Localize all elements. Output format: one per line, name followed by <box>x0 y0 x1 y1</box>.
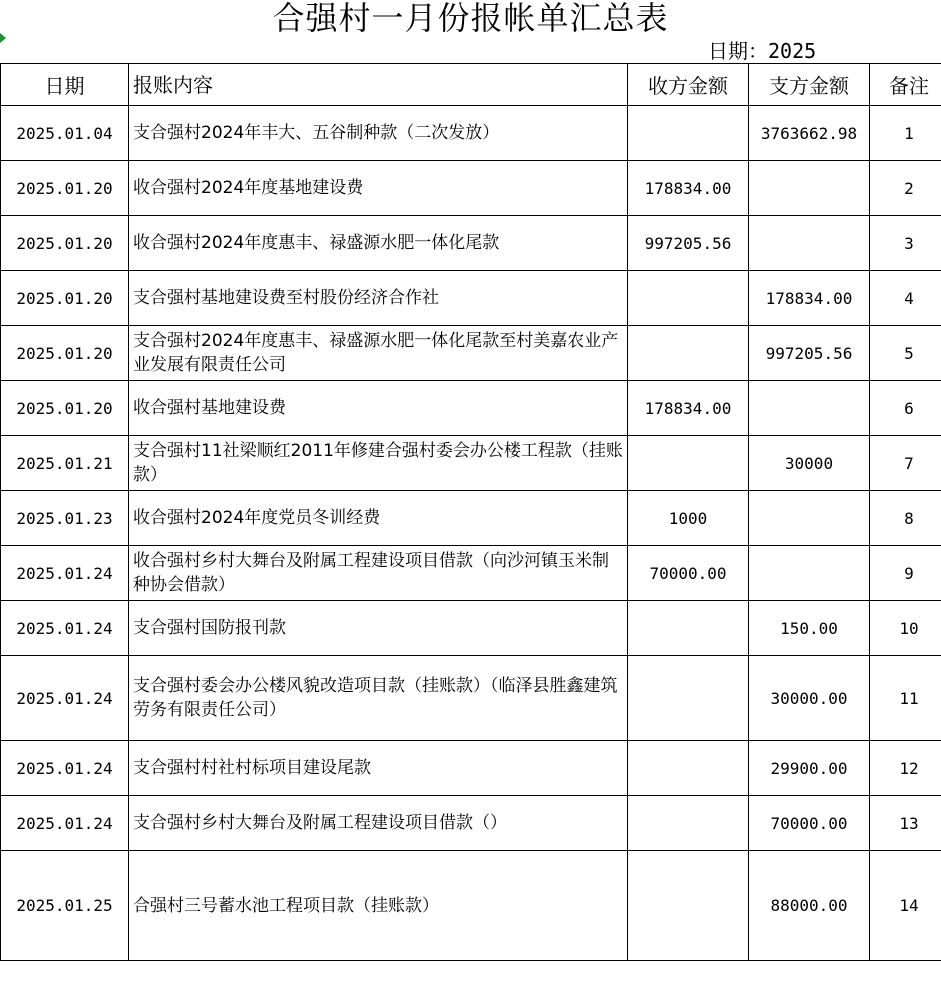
cell-income[interactable] <box>628 656 749 741</box>
cell-income[interactable] <box>628 106 749 161</box>
cell-income[interactable] <box>628 436 749 491</box>
cell-note[interactable]: 9 <box>870 546 941 601</box>
cell-expense[interactable]: 150.00 <box>749 601 870 656</box>
table-row <box>1 491 941 546</box>
cell-date[interactable]: 2025.01.04 <box>1 106 129 161</box>
cell-date[interactable]: 2025.01.25 <box>1 851 129 961</box>
table-row <box>1 326 941 381</box>
cell-date[interactable]: 2025.01.24 <box>1 656 129 741</box>
table-row <box>1 656 941 741</box>
cell-date[interactable]: 2025.01.24 <box>1 601 129 656</box>
cell-date[interactable]: 2025.01.20 <box>1 271 129 326</box>
cell-note[interactable]: 2 <box>870 161 941 216</box>
cell-date[interactable]: 2025.01.20 <box>1 216 129 271</box>
header-note[interactable]: 备注 <box>870 64 941 106</box>
cell-desc[interactable]: 合强村三号蓄水池工程项目款（挂账款） <box>129 851 628 961</box>
cell-expense[interactable]: 178834.00 <box>749 271 870 326</box>
cell-note[interactable]: 13 <box>870 796 941 851</box>
cell-desc[interactable]: 收合强村乡村大舞台及附属工程建设项目借款（向沙河镇玉米制种协会借款） <box>129 546 628 601</box>
cell-note[interactable]: 3 <box>870 216 941 271</box>
cell-expense[interactable] <box>749 381 870 436</box>
page-title: 合强村一月份报帐单汇总表 <box>272 0 669 37</box>
cell-note[interactable]: 12 <box>870 741 941 796</box>
cell-expense[interactable]: 3763662.98 <box>749 106 870 161</box>
cell-desc[interactable]: 收合强村基地建设费 <box>129 381 628 436</box>
table-row <box>1 106 941 161</box>
cell-note[interactable]: 5 <box>870 326 941 381</box>
table-row <box>1 271 941 326</box>
table-row <box>1 796 941 851</box>
table-row <box>1 601 941 656</box>
cell-desc[interactable]: 支合强村国防报刊款 <box>129 601 628 656</box>
header-date[interactable]: 日期 <box>1 64 129 106</box>
cell-expense[interactable]: 88000.00 <box>749 851 870 961</box>
cell-note[interactable]: 1 <box>870 106 941 161</box>
table-row <box>1 216 941 271</box>
cell-note[interactable]: 10 <box>870 601 941 656</box>
cell-desc[interactable]: 支合强村11社梁顺红2011年修建合强村委会办公楼工程款（挂账款） <box>129 436 628 491</box>
cell-income[interactable] <box>628 741 749 796</box>
cell-date[interactable]: 2025.01.20 <box>1 161 129 216</box>
summary-table <box>0 63 941 961</box>
cell-desc[interactable]: 收合强村2024年度党员冬训经费 <box>129 491 628 546</box>
cell-note[interactable]: 8 <box>870 491 941 546</box>
cell-desc[interactable]: 收合强村2024年度基地建设费 <box>129 161 628 216</box>
date-label: 日期：2025 <box>708 39 817 63</box>
table-row <box>1 161 941 216</box>
cell-income[interactable]: 997205.56 <box>628 216 749 271</box>
cell-income[interactable] <box>628 326 749 381</box>
cell-expense[interactable] <box>749 216 870 271</box>
cell-income[interactable] <box>628 796 749 851</box>
table-row <box>1 436 941 491</box>
cell-desc[interactable]: 支合强村乡村大舞台及附属工程建设项目借款（） <box>129 796 628 851</box>
cell-income[interactable]: 1000 <box>628 491 749 546</box>
cell-expense[interactable]: 70000.00 <box>749 796 870 851</box>
table-row <box>1 381 941 436</box>
table-row <box>1 851 941 961</box>
cell-desc[interactable]: 支合强村村社村标项目建设尾款 <box>129 741 628 796</box>
cell-date[interactable]: 2025.01.24 <box>1 796 129 851</box>
header-row <box>1 64 941 106</box>
cell-income[interactable] <box>628 851 749 961</box>
cell-expense[interactable]: 29900.00 <box>749 741 870 796</box>
cell-desc[interactable]: 支合强村委会办公楼风貌改造项目款（挂账款）（临泽县胜鑫建筑劳务有限责任公司） <box>129 656 628 741</box>
cell-note[interactable]: 7 <box>870 436 941 491</box>
cell-note[interactable]: 14 <box>870 851 941 961</box>
cell-expense[interactable]: 997205.56 <box>749 326 870 381</box>
cell-desc[interactable]: 支合强村基地建设费至村股份经济合作社 <box>129 271 628 326</box>
cell-expense[interactable] <box>749 491 870 546</box>
cell-income[interactable] <box>628 601 749 656</box>
cell-desc[interactable]: 收合强村2024年度惠丰、禄盛源水肥一体化尾款 <box>129 216 628 271</box>
table-row <box>1 741 941 796</box>
header-expense[interactable]: 支方金额 <box>749 64 870 106</box>
cell-desc[interactable]: 支合强村2024年度惠丰、禄盛源水肥一体化尾款至村美嘉农业产业发展有限责任公司 <box>129 326 628 381</box>
cell-date[interactable]: 2025.01.21 <box>1 436 129 491</box>
cell-income[interactable]: 178834.00 <box>628 161 749 216</box>
header-desc[interactable]: 报账内容 <box>129 64 628 106</box>
cell-date[interactable]: 2025.01.24 <box>1 741 129 796</box>
cell-date[interactable]: 2025.01.23 <box>1 491 129 546</box>
cell-expense[interactable] <box>749 161 870 216</box>
cell-date[interactable]: 2025.01.24 <box>1 546 129 601</box>
cell-expense[interactable]: 30000 <box>749 436 870 491</box>
cell-expense[interactable]: 30000.00 <box>749 656 870 741</box>
cell-note[interactable]: 11 <box>870 656 941 741</box>
cell-date[interactable]: 2025.01.20 <box>1 381 129 436</box>
cell-expense[interactable] <box>749 546 870 601</box>
cell-note[interactable]: 6 <box>870 381 941 436</box>
cell-note[interactable]: 4 <box>870 271 941 326</box>
cell-income[interactable]: 178834.00 <box>628 381 749 436</box>
cell-income[interactable]: 70000.00 <box>628 546 749 601</box>
cell-desc[interactable]: 支合强村2024年丰大、五谷制种款（二次发放） <box>129 106 628 161</box>
cell-date[interactable]: 2025.01.20 <box>1 326 129 381</box>
header-income[interactable]: 收方金额 <box>628 64 749 106</box>
table-row <box>1 546 941 601</box>
cell-income[interactable] <box>628 271 749 326</box>
